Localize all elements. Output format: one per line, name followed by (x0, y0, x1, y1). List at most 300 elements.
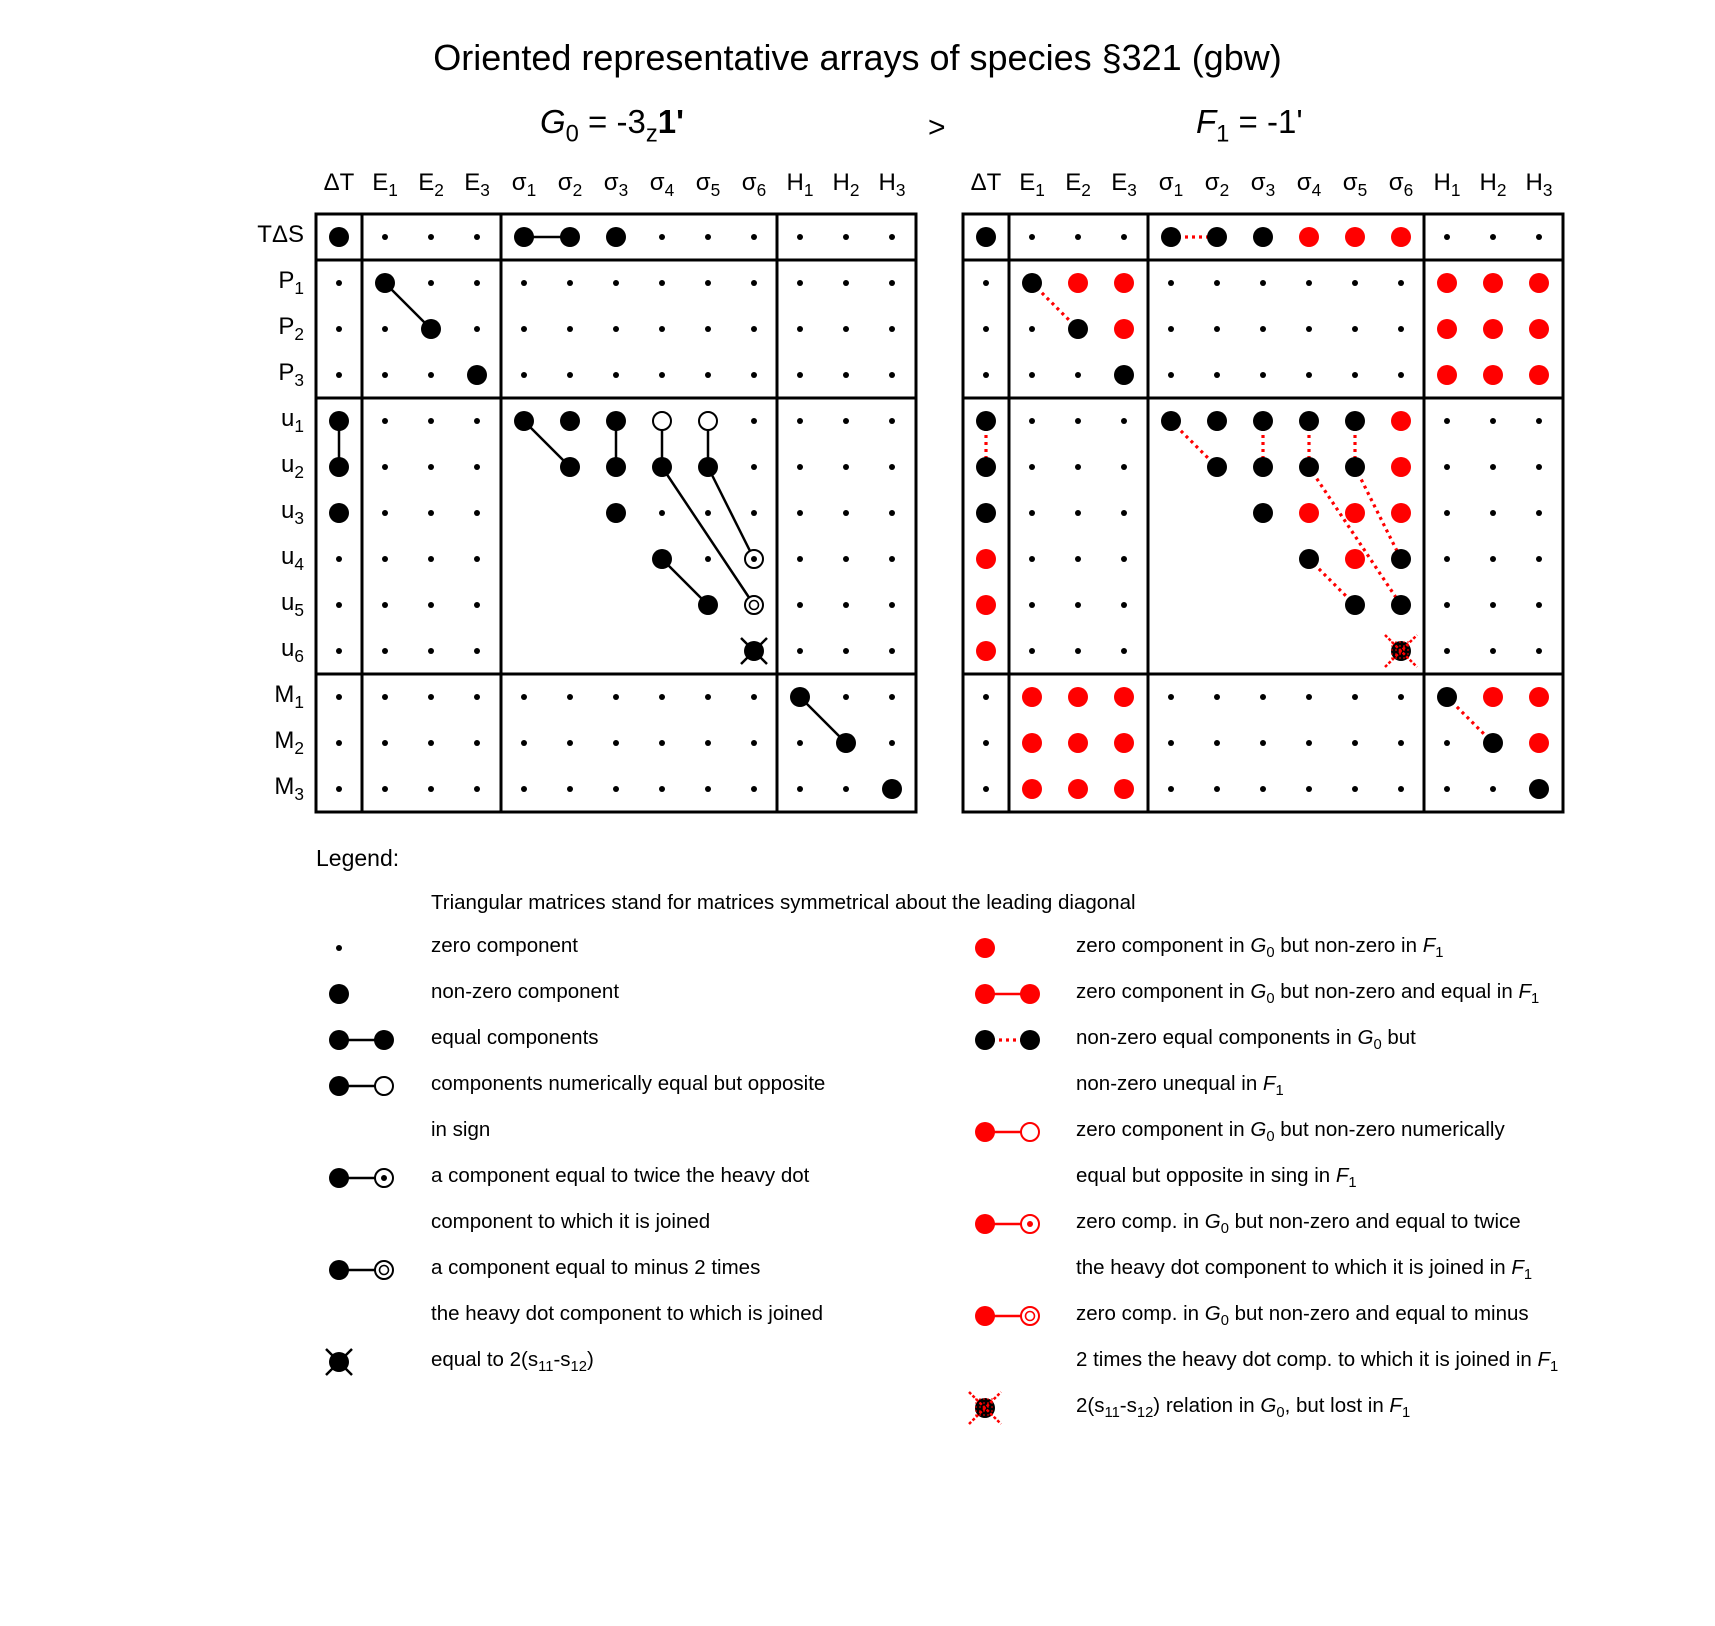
right-column-header: $H_3$ (1525, 169, 1553, 201)
zero-component-dot (382, 326, 388, 332)
zero-component-dot (705, 510, 711, 516)
zero-component-dot (1075, 372, 1081, 378)
right-column-header: $\sigma_4$ (1296, 169, 1322, 201)
zero-component-dot (428, 464, 434, 470)
zero-component-dot (428, 694, 434, 700)
component-dot (976, 595, 996, 615)
component-dot (1161, 411, 1181, 431)
left-legend-text: a component equal to twice the heavy dot (431, 1164, 810, 1187)
zero-component-dot (983, 326, 989, 332)
component-dot (514, 227, 534, 247)
component-dot (329, 227, 349, 247)
component-dot (976, 457, 996, 477)
right-column-header: $\sigma_1$ (1158, 169, 1184, 201)
zero-component-dot (428, 418, 434, 424)
left-legend-text: equal components (431, 1026, 599, 1049)
zero-component-dot (751, 694, 757, 700)
component-dot (1299, 227, 1319, 247)
component-dot (1068, 273, 1088, 293)
component-dot (329, 1260, 349, 1280)
zero-component-dot (1398, 694, 1404, 700)
right-column-header: $E_3$ (1111, 169, 1137, 201)
zero-component-dot (428, 234, 434, 240)
zero-component-dot (797, 510, 803, 516)
zero-component-dot (521, 786, 527, 792)
zero-component-dot (843, 556, 849, 562)
zero-component-dot (336, 556, 342, 562)
component-dot (421, 319, 441, 339)
zero-component-dot (474, 740, 480, 746)
twice-component-center (1027, 1221, 1033, 1227)
zero-component-dot (336, 694, 342, 700)
zero-component-dot (474, 464, 480, 470)
zero-component-dot (382, 556, 388, 562)
zero-component-dot (1260, 326, 1266, 332)
row-header: $u_4$ (281, 543, 304, 575)
component-dot (1114, 687, 1134, 707)
zero-component-dot (567, 740, 573, 746)
component-dot (1020, 1030, 1040, 1050)
relation-symbol: > (928, 111, 946, 144)
left-column-header: $\sigma_3$ (603, 169, 629, 201)
zero-component-dot (567, 372, 573, 378)
component-dot (882, 779, 902, 799)
zero-component-dot (428, 510, 434, 516)
opposite-sign-dot (1021, 1123, 1039, 1141)
row-header: $M_3$ (274, 773, 304, 805)
component-dot (1483, 273, 1503, 293)
zero-component-dot (1444, 740, 1450, 746)
zero-component-dot (797, 648, 803, 654)
component-dot (1345, 411, 1365, 431)
left-legend-text: non-zero component (431, 980, 620, 1003)
zero-component-dot (843, 602, 849, 608)
zero-component-dot (474, 510, 480, 516)
component-dot (1345, 227, 1365, 247)
component-dot (606, 457, 626, 477)
component-dot (975, 1030, 995, 1050)
dotted-link (1309, 467, 1401, 605)
zero-component-dot (797, 280, 803, 286)
twice-component-center (751, 556, 757, 562)
left-column-header: $H_2$ (832, 169, 860, 201)
zero-component-dot (1029, 602, 1035, 608)
component-dot (1253, 457, 1273, 477)
component-dot (1068, 733, 1088, 753)
left-column-header: $E_2$ (418, 169, 444, 201)
component-dot (1299, 503, 1319, 523)
component-dot (1437, 273, 1457, 293)
component-dot (1391, 457, 1411, 477)
zero-component-dot (889, 556, 895, 562)
zero-component-dot (613, 326, 619, 332)
left-column-header: $\sigma_5$ (695, 169, 721, 201)
zero-component-dot (843, 372, 849, 378)
zero-component-dot (889, 280, 895, 286)
zero-component-dot (1398, 372, 1404, 378)
component-dot (1253, 503, 1273, 523)
component-dot (329, 1168, 349, 1188)
zero-component-dot (1536, 556, 1542, 562)
zero-component-dot (843, 648, 849, 654)
zero-component-dot (797, 234, 803, 240)
zero-component-dot (1075, 464, 1081, 470)
zero-component-dot (1121, 464, 1127, 470)
component-dot (1114, 779, 1134, 799)
component-dot (1114, 273, 1134, 293)
right-column-header: $\sigma_3$ (1250, 169, 1276, 201)
zero-component-dot (659, 694, 665, 700)
zero-component-dot (428, 280, 434, 286)
zero-component-dot (1121, 602, 1127, 608)
right-column-header: $\sigma_2$ (1204, 169, 1230, 201)
zero-component-dot (1306, 786, 1312, 792)
zero-component-dot (613, 786, 619, 792)
zero-component-dot (428, 786, 434, 792)
row-header: $P_2$ (278, 313, 304, 345)
component-dot (329, 1076, 349, 1096)
right-column-header: $H_1$ (1433, 169, 1461, 201)
zero-component-dot (1444, 510, 1450, 516)
zero-component-dot (659, 372, 665, 378)
zero-component-dot (1536, 602, 1542, 608)
zero-component-dot (889, 740, 895, 746)
component-dot (560, 227, 580, 247)
component-dot (606, 227, 626, 247)
zero-component-dot (705, 372, 711, 378)
zero-component-dot (1444, 464, 1450, 470)
right-column-header: $\sigma_5$ (1342, 169, 1368, 201)
right-column-header: $H_2$ (1479, 169, 1507, 201)
zero-component-dot (1306, 694, 1312, 700)
right-legend-text: non-zero equal components in $G_0$ but (1076, 1026, 1416, 1054)
component-dot (975, 1306, 995, 1326)
zero-component-dot (1168, 694, 1174, 700)
component-dot (1022, 733, 1042, 753)
zero-component-dot (1075, 556, 1081, 562)
zero-component-dot (705, 740, 711, 746)
component-dot (1483, 319, 1503, 339)
component-dot (975, 984, 995, 1004)
zero-component-dot (521, 326, 527, 332)
zero-component-dot (428, 602, 434, 608)
zero-component-dot (1214, 326, 1220, 332)
component-dot (1391, 411, 1411, 431)
zero-component-dot (1490, 464, 1496, 470)
zero-component-dot (1536, 464, 1542, 470)
component-dot (976, 411, 996, 431)
component-dot (1437, 319, 1457, 339)
zero-component-dot (659, 786, 665, 792)
zero-component-dot (1168, 372, 1174, 378)
component-dot (975, 938, 995, 958)
component-dot (652, 549, 672, 569)
zero-component-dot (1398, 280, 1404, 286)
zero-component-dot (336, 648, 342, 654)
zero-component-dot (889, 648, 895, 654)
right-legend-text: 2 times the heavy dot comp. to which it is joined in $F_1$ (1076, 1348, 1559, 1376)
left-column-header: ΔT (323, 169, 355, 196)
zero-component-dot (1398, 786, 1404, 792)
opposite-sign-dot (699, 412, 717, 430)
zero-component-dot (336, 326, 342, 332)
component-dot (1529, 365, 1549, 385)
zero-component-dot (382, 510, 388, 516)
zero-component-dot (659, 326, 665, 332)
diagram-title: Oriented representative arrays of species §321 (gbw) (433, 37, 1282, 78)
zero-component-dot (1214, 694, 1220, 700)
zero-component-dot (983, 280, 989, 286)
row-header: $u_2$ (281, 451, 304, 483)
zero-component-dot (751, 418, 757, 424)
zero-component-dot (1121, 556, 1127, 562)
right-legend-text: the heavy dot component to which it is joined in $F_1$ (1076, 1256, 1533, 1284)
zero-component-dot (1075, 234, 1081, 240)
component-dot (1437, 687, 1457, 707)
equal-link (662, 467, 754, 605)
right-group-symbol: $F_1 = -1'$ (1196, 103, 1303, 148)
zero-component-dot (659, 510, 665, 516)
minus-two-component-ring (750, 601, 759, 610)
row-header: $u_6$ (281, 635, 304, 667)
zero-component-dot (1168, 786, 1174, 792)
left-legend-text: component to which it is joined (431, 1210, 711, 1233)
left-column-header: $\sigma_4$ (649, 169, 675, 201)
zero-component-dot (1352, 372, 1358, 378)
component-dot (1529, 733, 1549, 753)
zero-component-dot (1029, 648, 1035, 654)
right-legend-text: zero comp. in $G_0$ but non-zero and equal to twice (1076, 1210, 1521, 1238)
component-dot (1345, 503, 1365, 523)
zero-component-dot (382, 602, 388, 608)
zero-component-dot (521, 694, 527, 700)
zero-component-dot (659, 234, 665, 240)
zero-component-dot (1536, 510, 1542, 516)
left-column-header: $H_1$ (786, 169, 814, 201)
right-legend-text: equal but opposite in sing in $F_1$ (1076, 1164, 1357, 1192)
zero-component-dot (1352, 326, 1358, 332)
component-dot (1068, 319, 1088, 339)
zero-component-dot (1352, 694, 1358, 700)
component-dot (329, 1030, 349, 1050)
zero-component-dot (1444, 556, 1450, 562)
zero-component-dot (474, 648, 480, 654)
zero-component-dot (1260, 694, 1266, 700)
zero-component-dot (889, 418, 895, 424)
component-dot (1068, 687, 1088, 707)
component-dot (1207, 457, 1227, 477)
zero-component-dot (1398, 326, 1404, 332)
zero-component-dot (843, 418, 849, 424)
right-legend-text: zero component in $G_0$ but non-zero and equal in $F_1$ (1076, 980, 1540, 1008)
component-dot (1529, 779, 1549, 799)
zero-component-dot (797, 418, 803, 424)
zero-component-dot (1029, 418, 1035, 424)
component-dot (1161, 227, 1181, 247)
component-dot (1299, 411, 1319, 431)
zero-component-dot (567, 280, 573, 286)
component-dot (975, 1122, 995, 1142)
right-legend-text: zero component in $G_0$ but non-zero numerically (1076, 1118, 1505, 1146)
component-dot (976, 549, 996, 569)
component-dot (836, 733, 856, 753)
zero-component-dot (567, 326, 573, 332)
zero-component-dot (705, 556, 711, 562)
zero-component-dot (797, 556, 803, 562)
legend-heading: Legend: (316, 845, 400, 871)
zero-component-dot (1029, 510, 1035, 516)
component-dot (1114, 319, 1134, 339)
component-dot (329, 411, 349, 431)
zero-component-dot (889, 234, 895, 240)
component-dot (1207, 227, 1227, 247)
zero-component-dot (382, 740, 388, 746)
zero-component-dot (1214, 786, 1220, 792)
row-header: $u_3$ (281, 497, 304, 529)
zero-component-dot (889, 602, 895, 608)
zero-component-dot (567, 786, 573, 792)
left-column-header: $E_3$ (464, 169, 490, 201)
zero-component-dot (1444, 602, 1450, 608)
row-header: $M_2$ (274, 727, 304, 759)
zero-component-dot (613, 280, 619, 286)
zero-component-dot (797, 372, 803, 378)
zero-component-dot (1490, 786, 1496, 792)
component-dot (329, 984, 349, 1004)
zero-component-dot (1121, 418, 1127, 424)
right-legend-text: $2(s_{11}-s_{12})$ relation in $G_0$, but lost in $F_1$ (1076, 1394, 1411, 1422)
row-header: $u_1$ (281, 405, 304, 437)
component-dot (514, 411, 534, 431)
component-dot (698, 595, 718, 615)
zero-component-dot (751, 786, 757, 792)
component-dot (1483, 733, 1503, 753)
zero-component-dot (751, 280, 757, 286)
left-group-symbol: $G_0 = -3_z1'$ (540, 103, 684, 148)
zero-component-dot (843, 234, 849, 240)
zero-component-dot (1121, 510, 1127, 516)
component-dot (1253, 411, 1273, 431)
zero-component-dot (1029, 464, 1035, 470)
component-dot (1253, 227, 1273, 247)
component-dot (1529, 319, 1549, 339)
zero-component-dot (1029, 326, 1035, 332)
component-dot (374, 1030, 394, 1050)
zero-component-dot (751, 326, 757, 332)
component-dot (560, 411, 580, 431)
component-dot (1114, 733, 1134, 753)
zero-component-dot (1260, 740, 1266, 746)
row-header: $P_3$ (278, 359, 304, 391)
zero-component-dot (1490, 602, 1496, 608)
zero-component-dot (751, 740, 757, 746)
zero-component-dot (659, 280, 665, 286)
zero-component-dot (1121, 648, 1127, 654)
zero-component-dot (474, 694, 480, 700)
zero-component-dot (983, 786, 989, 792)
zero-component-dot (521, 280, 527, 286)
component-dot (375, 273, 395, 293)
right-column-header: $E_1$ (1019, 169, 1045, 201)
zero-component-dot (613, 372, 619, 378)
component-dot (976, 641, 996, 661)
zero-component-dot (705, 234, 711, 240)
zero-component-dot (382, 372, 388, 378)
zero-component-dot (1214, 740, 1220, 746)
component-dot (975, 1214, 995, 1234)
zero-component-dot (613, 694, 619, 700)
zero-component-dot (889, 694, 895, 700)
component-dot (1299, 457, 1319, 477)
component-dot (1483, 687, 1503, 707)
left-column-header: $\sigma_1$ (511, 169, 537, 201)
zero-component-dot (843, 786, 849, 792)
zero-component-dot (382, 464, 388, 470)
zero-component-dot (567, 694, 573, 700)
component-dot (1529, 273, 1549, 293)
zero-component-dot (1536, 418, 1542, 424)
right-legend-text: zero comp. in $G_0$ but non-zero and equal to minus (1076, 1302, 1529, 1330)
component-dot (1437, 365, 1457, 385)
zero-component-dot (751, 510, 757, 516)
zero-component-dot (336, 602, 342, 608)
right-column-header: $E_2$ (1065, 169, 1091, 201)
zero-component-dot (1306, 740, 1312, 746)
zero-component-dot (1306, 326, 1312, 332)
component-dot (329, 503, 349, 523)
zero-component-dot (797, 740, 803, 746)
minus-two-component-ring (380, 1266, 389, 1275)
component-dot (1391, 595, 1411, 615)
zero-component-dot (474, 786, 480, 792)
zero-component-dot (797, 464, 803, 470)
zero-component-dot (843, 326, 849, 332)
zero-component-dot (474, 556, 480, 562)
zero-component-dot (797, 602, 803, 608)
component-dot (467, 365, 487, 385)
zero-component-dot (1490, 556, 1496, 562)
zero-component-dot (1490, 418, 1496, 424)
zero-component-dot (336, 280, 342, 286)
zero-component-dot (1168, 280, 1174, 286)
component-dot (1020, 984, 1040, 1004)
opposite-sign-dot (653, 412, 671, 430)
left-column-header: $H_3$ (878, 169, 906, 201)
zero-component-dot (1029, 234, 1035, 240)
zero-component-dot (521, 372, 527, 378)
component-dot (1022, 273, 1042, 293)
zero-component-dot (428, 648, 434, 654)
zero-component-dot (1536, 234, 1542, 240)
left-legend-text: in sign (431, 1118, 491, 1141)
zero-component-dot (1075, 418, 1081, 424)
component-dot (1022, 687, 1042, 707)
zero-component-dot (705, 786, 711, 792)
component-dot (606, 411, 626, 431)
component-dot (1391, 227, 1411, 247)
left-column-header: $E_1$ (372, 169, 398, 201)
zero-component-dot (705, 280, 711, 286)
zero-component-dot (1306, 280, 1312, 286)
zero-component-dot (1260, 372, 1266, 378)
component-dot (1391, 549, 1411, 569)
zero-component-dot (659, 740, 665, 746)
zero-component-dot (1352, 280, 1358, 286)
zero-component-dot (382, 694, 388, 700)
zero-component-dot (1075, 648, 1081, 654)
zero-component-dot (1214, 280, 1220, 286)
zero-component-dot (843, 280, 849, 286)
